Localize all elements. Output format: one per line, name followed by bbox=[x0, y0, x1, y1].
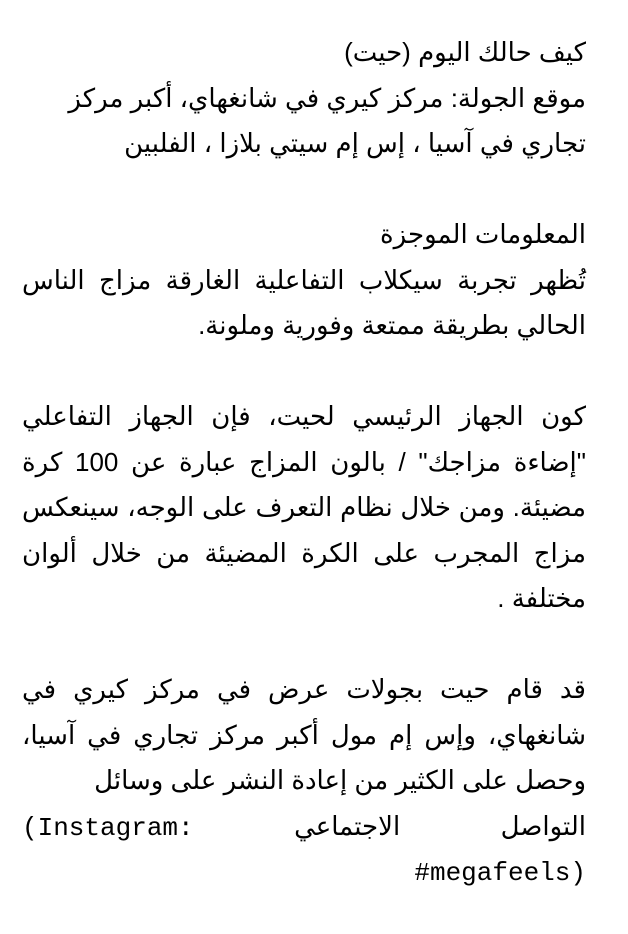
location-line-1: موقع الجولة: مركز كيري في شانغهاي، أكبر مركز bbox=[68, 82, 586, 113]
summary-text: تُظهر تجربة سيكلاب التفاعلية الغارقة مزاج الناس الحالي بطريقة ممتعة وفورية وملونة. bbox=[22, 264, 586, 340]
location-line-2: تجاري في آسيا ، إس إم سيتي بلازا ، الفلبين bbox=[124, 128, 586, 158]
paragraph-gap bbox=[22, 622, 586, 668]
tour-paragraph: قد قام حيت بجولات عرض في مركز كيري في شانغهاي، وإس إم مول أكبر مركز تجاري في آسيا، وحصل على الكثير من إعادة النشر على وسائل bbox=[22, 674, 586, 795]
document-body bbox=[22, 30, 586, 897]
page-title: كيف حالك اليوم (حيت) bbox=[344, 37, 586, 67]
instagram-label: (Instagram: bbox=[22, 812, 194, 843]
summary-heading: المعلومات الموجزة bbox=[380, 219, 586, 249]
paragraph-gap bbox=[22, 167, 586, 213]
header-block bbox=[22, 30, 586, 167]
hashtag-text: #megafeels) bbox=[414, 858, 586, 888]
device-paragraph: كون الجهاز الرئيسي لحيت، فإن الجهاز التفاعلي "إضاءة مزاجك" / بالون المزاج عبارة عن 100 كرة مضيئة. ومن خلال نظام التعرف على الوجه، سينعكس مزاج المجرب على الكرة المضيئة من خلال ألوان مختلفة . bbox=[22, 401, 587, 613]
tour-social-line bbox=[22, 804, 586, 897]
social-media-text: التواصل الاجتماعي bbox=[294, 810, 586, 841]
paragraph-gap bbox=[22, 349, 586, 395]
social-instagram-line bbox=[22, 804, 586, 852]
